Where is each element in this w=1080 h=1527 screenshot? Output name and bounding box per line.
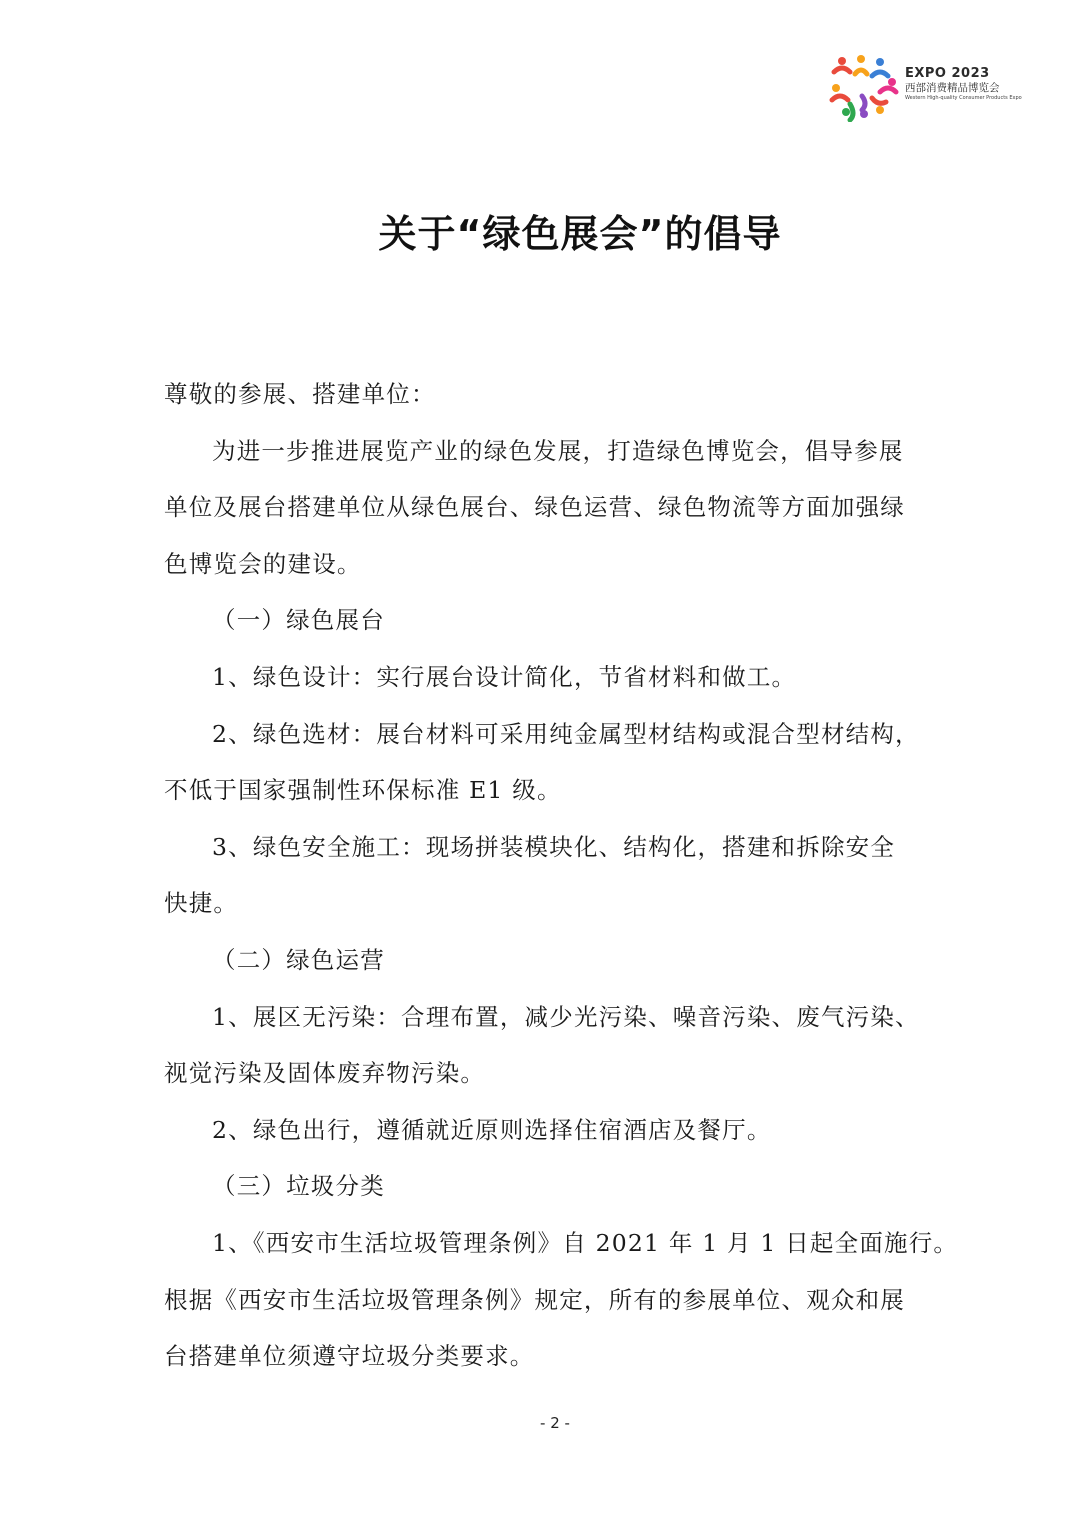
paragraph-line: 2、绿色选材：展台材料可采用纯金属型材结构或混合型材结构， <box>212 719 920 748</box>
paragraph-line: 色博览会的建设。 <box>164 549 362 578</box>
paragraph-line: 不低于国家强制性环保标准 E1 级。 <box>164 776 562 805</box>
paragraph-line: 2、绿色出行，遵循就近原则选择住宿酒店及餐厅。 <box>212 1115 772 1144</box>
expo-logo-title: EXPO 2023 <box>905 66 990 81</box>
paragraph-line: 为进一步推进展览产业的绿色发展，打造绿色博览会，倡导参展 <box>212 436 904 465</box>
paragraph-line: 视觉污染及固体废弃物污染。 <box>164 1059 486 1088</box>
document-body <box>164 366 959 1385</box>
expo-logo-text <box>905 66 1022 102</box>
paragraph-line: 1、《西安市生活垃圾管理条例》自 2021 年 1 月 1 日起全面施行。 <box>212 1228 959 1257</box>
paragraph-line: 台搭建单位须遵守垃圾分类要求。 <box>164 1342 535 1371</box>
paragraph-line: 单位及展台搭建单位从绿色展台、绿色运营、绿色物流等方面加强绿 <box>164 493 905 522</box>
paragraph-line: （三）垃圾分类 <box>212 1172 385 1201</box>
paragraph-line: 根据《西安市生活垃圾管理条例》规定，所有的参展单位、观众和展 <box>164 1285 905 1314</box>
expo-logo-en: Western High-quality Consumer Products Expo <box>905 95 1022 101</box>
paragraph-line: 1、展区无污染：合理布置，减少光污染、噪音污染、废气污染、 <box>212 1002 920 1031</box>
paragraph-line: （一）绿色展台 <box>212 606 385 635</box>
paragraph-line: 快捷。 <box>164 889 239 918</box>
expo-logo-mark-icon <box>828 52 900 122</box>
paragraph-line: （二）绿色运营 <box>212 945 385 974</box>
document-title: 关于“绿色展会”的倡导 <box>378 212 782 256</box>
page-number: - 2 - <box>540 1414 570 1432</box>
expo-logo-cn: 西部消费精品博览会 <box>905 82 1000 94</box>
expo-logo <box>828 52 1028 122</box>
paragraph-line: 3、绿色安全施工：现场拼装模块化、结构化，搭建和拆除安全 <box>212 832 896 861</box>
paragraph-line: 1、绿色设计：实行展台设计简化，节省材料和做工。 <box>212 662 797 691</box>
paragraph-line: 尊敬的参展、搭建单位： <box>164 380 436 408</box>
